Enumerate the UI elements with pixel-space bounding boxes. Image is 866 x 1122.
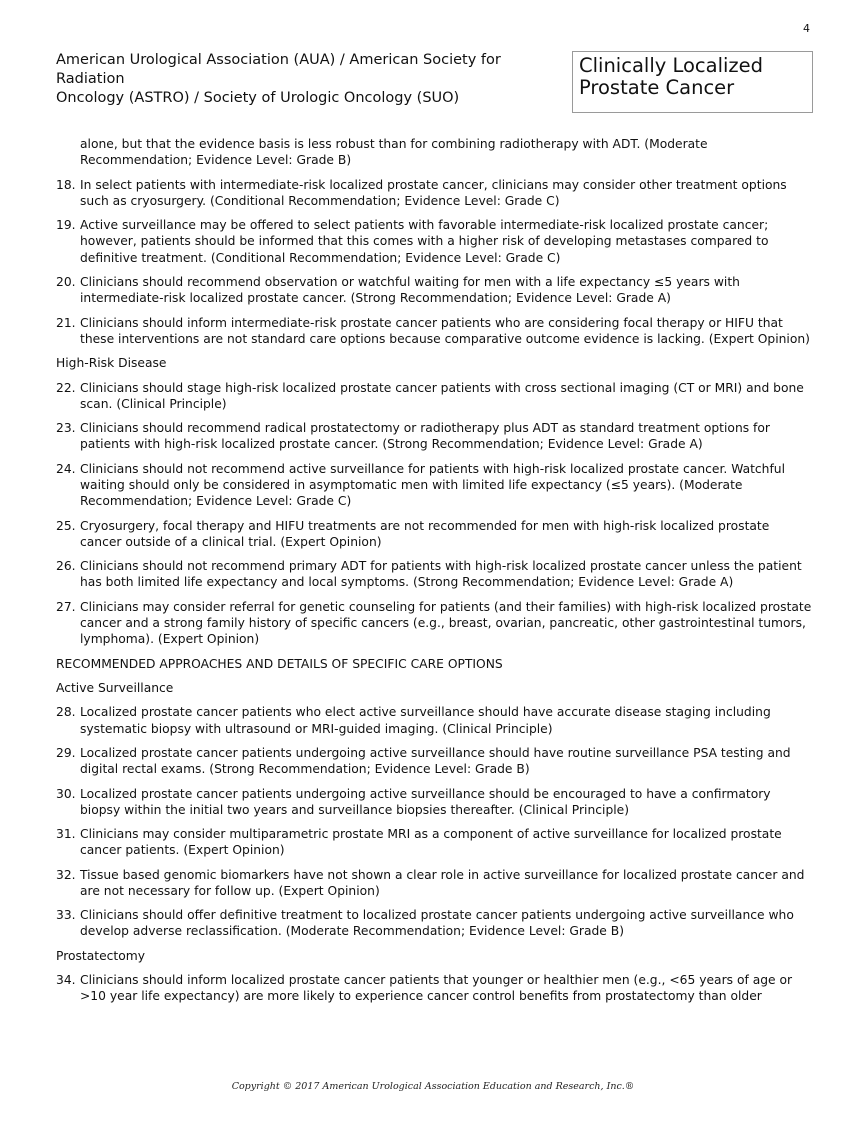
item-text: Localized prostate cancer patients undergoing active surveillance should have routine surveillance PSA testing and digital rectal exams. (Strong Recommendation; Evidence Level: Grade B) xyxy=(80,745,791,777)
item-text: Active surveillance may be offered to select patients with favorable intermediate-risk localized prostate cancer; however, patients should be informed that this comes with a higher risk of developing metastases compared to definitive treatment. (Conditional Recommendation; Evidence Level: Grade C) xyxy=(80,218,769,265)
header-organizations xyxy=(56,51,568,108)
list-item xyxy=(56,380,812,412)
item-number: 33. xyxy=(56,908,76,923)
item-number: 21. xyxy=(56,315,76,330)
section-heading-active-surveillance: Active Surveillance xyxy=(56,680,174,695)
header-title-line1: Clinically Localized xyxy=(579,54,764,77)
list-item xyxy=(56,274,812,306)
item-text: Localized prostate cancer patients who elect active surveillance should have accurate disease staging including systematic biopsy with ultrasound or MRI-guided imaging. (Clinical Principle) xyxy=(80,705,771,736)
item-number: 32. xyxy=(56,867,76,882)
header-title-line2: Prostate Cancer xyxy=(579,76,735,99)
list-item xyxy=(56,518,812,550)
item-text: Localized prostate cancer patients undergoing active surveillance should be encouraged to have a confirmatory biopsy within the initial two years and surveillance biopsies thereafter. (Clinical Principle) xyxy=(80,786,771,817)
item-number: 31. xyxy=(56,827,76,842)
item-text: Clinicians should not recommend primary ADT for patients with high-risk localized prostate cancer unless the patient has both limited life expectancy and local symptoms. (Strong Recommendation; Evidence Level: Grade A) xyxy=(80,559,802,590)
item-text: Cryosurgery, focal therapy and HIFU treatments are not recommended for men with high-risk localized prostate cancer outside of a clinical trial. (Expert Opinion) xyxy=(80,518,770,549)
item-text: Clinicians may consider referral for genetic counseling for patients (and their families) with high-risk localized prostate cancer and a strong family history of specific cancers (e.g., breast, ovarian, pancreatic, other gastrointestinal tumors, lymphoma). (Expert Opinion) xyxy=(80,599,812,647)
list-item xyxy=(56,907,812,939)
item-text: Clinicians should not recommend active surveillance for patients with high-risk localized prostate cancer. Watchful waiting should only be considered in asymptomatic men with limited life expectancy (≤5 years). (Moderate Recommendation; Evidence Level: Grade C) xyxy=(80,461,786,509)
statement-list-prostatectomy xyxy=(56,972,812,1004)
list-item xyxy=(56,972,812,1004)
list-item xyxy=(56,315,812,347)
header-org-line1: American Urological Association (AUA) / American Society for Radiation xyxy=(56,52,501,87)
list-item xyxy=(56,786,812,818)
item-number: 30. xyxy=(56,786,76,801)
item-number: 25. xyxy=(56,518,76,533)
document-content xyxy=(56,136,812,1013)
item-text: Tissue based genomic biomarkers have not shown a clear role in active surveillance for localized prostate cancer and are not necessary for follow up. (Expert Opinion) xyxy=(80,867,805,898)
item-number: 29. xyxy=(56,745,76,760)
item-number: 18. xyxy=(56,177,76,192)
statement-list-high-risk xyxy=(56,380,812,648)
item-text: Clinicians may consider multiparametric prostate MRI as a component of active surveillance for localized prostate cancer patients. (Expert Opinion) xyxy=(80,827,782,858)
list-item xyxy=(56,599,812,648)
page-number: 4 xyxy=(803,22,810,35)
list-item xyxy=(56,867,812,899)
item-number: 34. xyxy=(56,973,76,988)
item-text: Clinicians should recommend radical prostatectomy or radiotherapy plus ADT as standard treatment options for patients with high-risk localized prostate cancer. (Strong Recommendation; Evidence Level: Grade A) xyxy=(80,421,770,452)
item-number: 27. xyxy=(56,599,76,614)
list-item xyxy=(56,745,812,777)
list-item xyxy=(56,558,812,590)
item-number: 22. xyxy=(56,380,76,395)
list-item xyxy=(56,826,812,858)
item-text: Clinicians should inform intermediate-risk prostate cancer patients who are considering focal therapy or HIFU that these interventions are not standard care options because comparative outcome evidence is lacking. (Expert Opinion) xyxy=(80,315,810,346)
list-item xyxy=(56,704,812,736)
header-org-line2: Oncology (ASTRO) / Society of Urologic Oncology (SUO) xyxy=(56,90,460,106)
item-text: Clinicians should inform localized prostate cancer patients that younger or healthier men (e.g., <65 years of age or >10 year life expectancy) are more likely to experience cancer control benefits from prostatectomy than older xyxy=(80,973,793,1004)
item-text: Clinicians should recommend observation or watchful waiting for men with a life expectancy ≤5 years with intermediate-risk localized prostate cancer. (Strong Recommendation; Evidence Level: Grade A) xyxy=(80,274,740,306)
item-number: 19. xyxy=(56,218,76,233)
section-heading-high-risk: High-Risk Disease xyxy=(56,356,167,371)
list-item xyxy=(56,420,812,452)
item-text: Clinicians should stage high-risk localized prostate cancer patients with cross sectional imaging (CT or MRI) and bone scan. (Clinical Principle) xyxy=(80,380,804,411)
item-text: Clinicians should offer definitive treatment to localized prostate cancer patients undergoing active surveillance who develop adverse reclassification. (Moderate Recommendation; Evidence Level: Grade B) xyxy=(80,908,794,939)
list-item xyxy=(56,217,812,266)
list-item xyxy=(56,177,812,209)
list-item xyxy=(56,461,812,510)
continuation-paragraph: alone, but that the evidence basis is less robust than for combining radiotherapy with ADT. (Moderate Recommendation; Evidence Level: Grade B) xyxy=(80,137,708,168)
item-number: 23. xyxy=(56,421,76,436)
item-number: 28. xyxy=(56,705,76,720)
item-number: 24. xyxy=(56,461,76,476)
item-number: 26. xyxy=(56,559,76,574)
item-text: In select patients with intermediate-risk localized prostate cancer, clinicians may consider other treatment options such as cryosurgery. (Conditional Recommendation; Evidence Level: Grade C) xyxy=(80,177,787,208)
copyright-footer: Copyright © 2017 American Urological Association Education and Research, Inc.® xyxy=(231,1081,635,1092)
item-number: 20. xyxy=(56,274,76,289)
section-heading-prostatectomy: Prostatectomy xyxy=(56,948,146,963)
statement-list-intermediate xyxy=(56,177,812,347)
statement-list-active-surveillance xyxy=(56,704,812,939)
section-heading-recommended-approaches: RECOMMENDED APPROACHES AND DETAILS OF SPECIFIC CARE OPTIONS xyxy=(56,656,503,671)
header-title-box xyxy=(572,51,813,113)
